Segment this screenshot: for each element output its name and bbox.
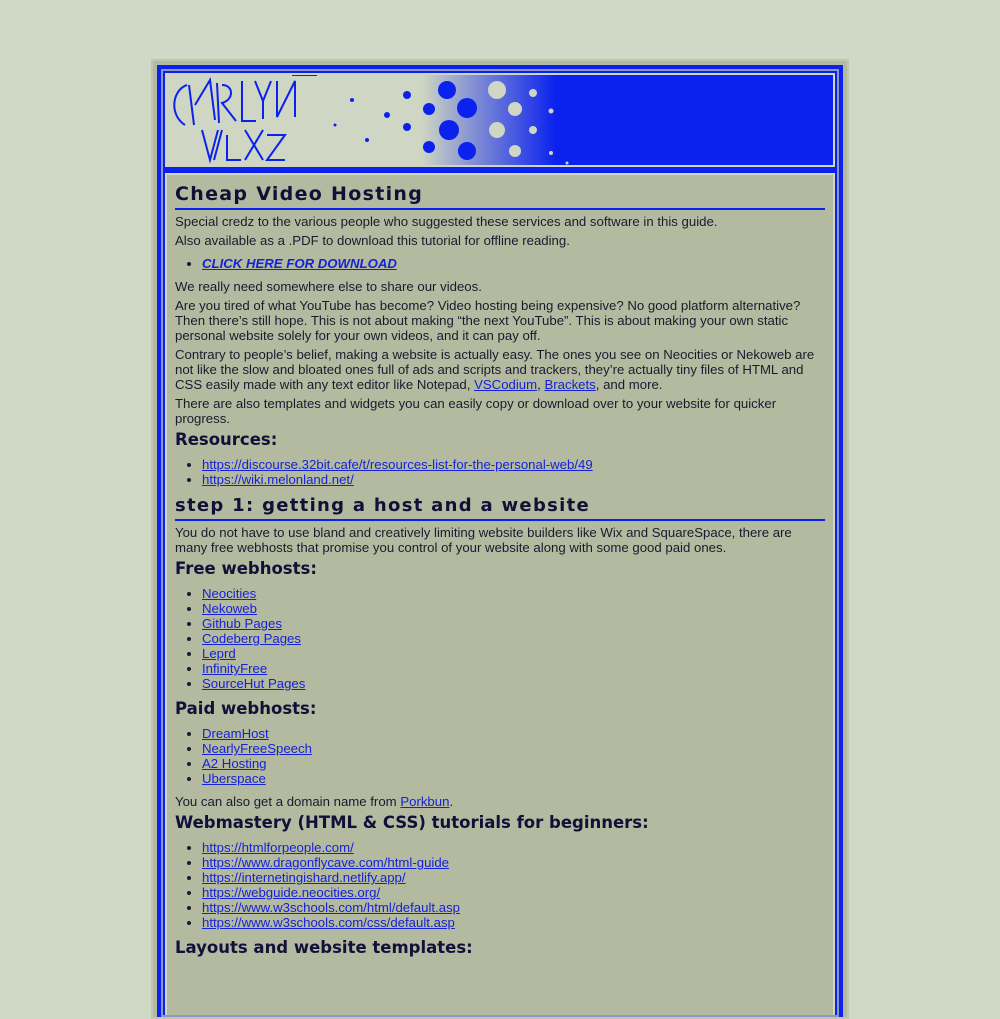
- separator: ,: [537, 377, 545, 392]
- list-item: [202, 256, 825, 271]
- resources-list: [175, 457, 825, 487]
- paid-webhosts-list: [175, 726, 825, 786]
- a2-hosting-link[interactable]: A2 Hosting: [202, 756, 267, 771]
- list-item: [202, 661, 825, 676]
- list-item: [202, 756, 825, 771]
- leprd-link[interactable]: Leprd: [202, 646, 236, 661]
- domain-prefix: You can also get a domain name from: [175, 794, 401, 809]
- contrary-part-a: Contrary to people’s belief, making a website is actually easy. The ones you see on Neocities or Nekoweb are not like the slow and bloated ones full of ads and scripts and trackers, they’re actually tiny files of HTML and CSS easily made with any text editor like Notepad,: [175, 347, 815, 392]
- page-container: [151, 59, 849, 1019]
- internetingishard-link[interactable]: https://internetingishard.netlify.app/: [202, 870, 406, 885]
- w3schools-css-link[interactable]: https://www.w3schools.com/css/default.asp: [202, 915, 455, 930]
- nearlyfreespeech-link[interactable]: NearlyFreeSpeech: [202, 741, 312, 756]
- list-item: [202, 726, 825, 741]
- nekoweb-link[interactable]: Nekoweb: [202, 601, 257, 616]
- porkbun-link[interactable]: Porkbun: [400, 794, 450, 809]
- domain-suffix: .: [449, 794, 454, 809]
- domain-text: [175, 794, 825, 809]
- contrary-text: [175, 347, 825, 392]
- neocities-link[interactable]: Neocities: [202, 586, 257, 601]
- list-item: [202, 855, 825, 870]
- htmlforpeople-link[interactable]: https://htmlforpeople.com/: [202, 840, 354, 855]
- need-text: We really need somewhere else to share our videos.: [175, 279, 482, 294]
- resource-link-32bit[interactable]: https://discourse.32bit.cafe/t/resources-list-for-the-personal-web/49: [202, 457, 593, 472]
- pdf-note: Also available as a .PDF to download this tutorial for offline reading.: [175, 233, 570, 248]
- contrary-part-b: , and more.: [595, 377, 663, 392]
- download-link[interactable]: CLICK HERE FOR DOWNLOAD: [202, 256, 397, 271]
- list-item: [202, 586, 825, 601]
- step1-text: You do not have to use bland and creatively limiting website builders like Wix and SquareSpace, there are many free webhosts that promise you control of your website along with some good paid ones.: [175, 525, 792, 555]
- codeberg-pages-link[interactable]: Codeberg Pages: [202, 631, 301, 646]
- free-webhosts-heading: Free webhosts:: [175, 559, 317, 578]
- list-item: [202, 885, 825, 900]
- dreamhost-link[interactable]: DreamHost: [202, 726, 269, 741]
- main-content: [165, 173, 835, 1015]
- list-item: [202, 915, 825, 930]
- credits-text: Special credz to the various people who suggested these services and software in this guide.: [175, 214, 718, 229]
- layouts-heading: Layouts and website templates:: [175, 938, 473, 957]
- header-banner: [165, 73, 835, 167]
- list-item: [202, 472, 825, 487]
- inner-border: [161, 69, 839, 1017]
- dragonflycave-link[interactable]: https://www.dragonflycave.com/html-guide: [202, 855, 450, 870]
- w3schools-html-link[interactable]: https://www.w3schools.com/html/default.asp: [202, 900, 460, 915]
- webguide-link[interactable]: https://webguide.neocities.org/: [202, 885, 381, 900]
- list-item: [202, 676, 825, 691]
- list-item: [202, 457, 825, 472]
- resources-heading: Resources:: [175, 430, 278, 449]
- list-item: [202, 646, 825, 661]
- infinityfree-link[interactable]: InfinityFree: [202, 661, 268, 676]
- free-webhosts-list: [175, 586, 825, 691]
- list-item: [202, 870, 825, 885]
- page-title: Cheap Video Hosting: [175, 183, 825, 210]
- sourcehut-pages-link[interactable]: SourceHut Pages: [202, 676, 306, 691]
- banner-graphic: [167, 75, 835, 167]
- github-pages-link[interactable]: Github Pages: [202, 616, 282, 631]
- list-item: [202, 900, 825, 915]
- tutorials-list: [175, 840, 825, 930]
- paid-webhosts-heading: Paid webhosts:: [175, 699, 317, 718]
- tutorials-heading: Webmastery (HTML & CSS) tutorials for beginners:: [175, 813, 649, 832]
- step1-heading: step 1: getting a host and a website: [175, 495, 825, 521]
- brackets-link[interactable]: Brackets: [544, 377, 596, 392]
- uberspace-link[interactable]: Uberspace: [202, 771, 266, 786]
- list-item: [202, 601, 825, 616]
- list-item: [202, 616, 825, 631]
- list-item: [202, 631, 825, 646]
- templates-text: There are also templates and widgets you can easily copy or download over to your website for quicker progress.: [175, 396, 777, 426]
- resource-link-melonland[interactable]: https://wiki.melonland.net/: [202, 472, 354, 487]
- download-list: [175, 256, 825, 271]
- list-item: [202, 771, 825, 786]
- list-item: [202, 741, 825, 756]
- tired-text: Are you tired of what YouTube has become? Video hosting being expensive? No good platform alternative? Then there’s still hope. This is not about making “the next YouTube”. This is about making your own static personal website solely for your own videos, and it can pay off.: [175, 298, 801, 343]
- vscodium-link[interactable]: VSCodium: [474, 377, 538, 392]
- list-item: [202, 840, 825, 855]
